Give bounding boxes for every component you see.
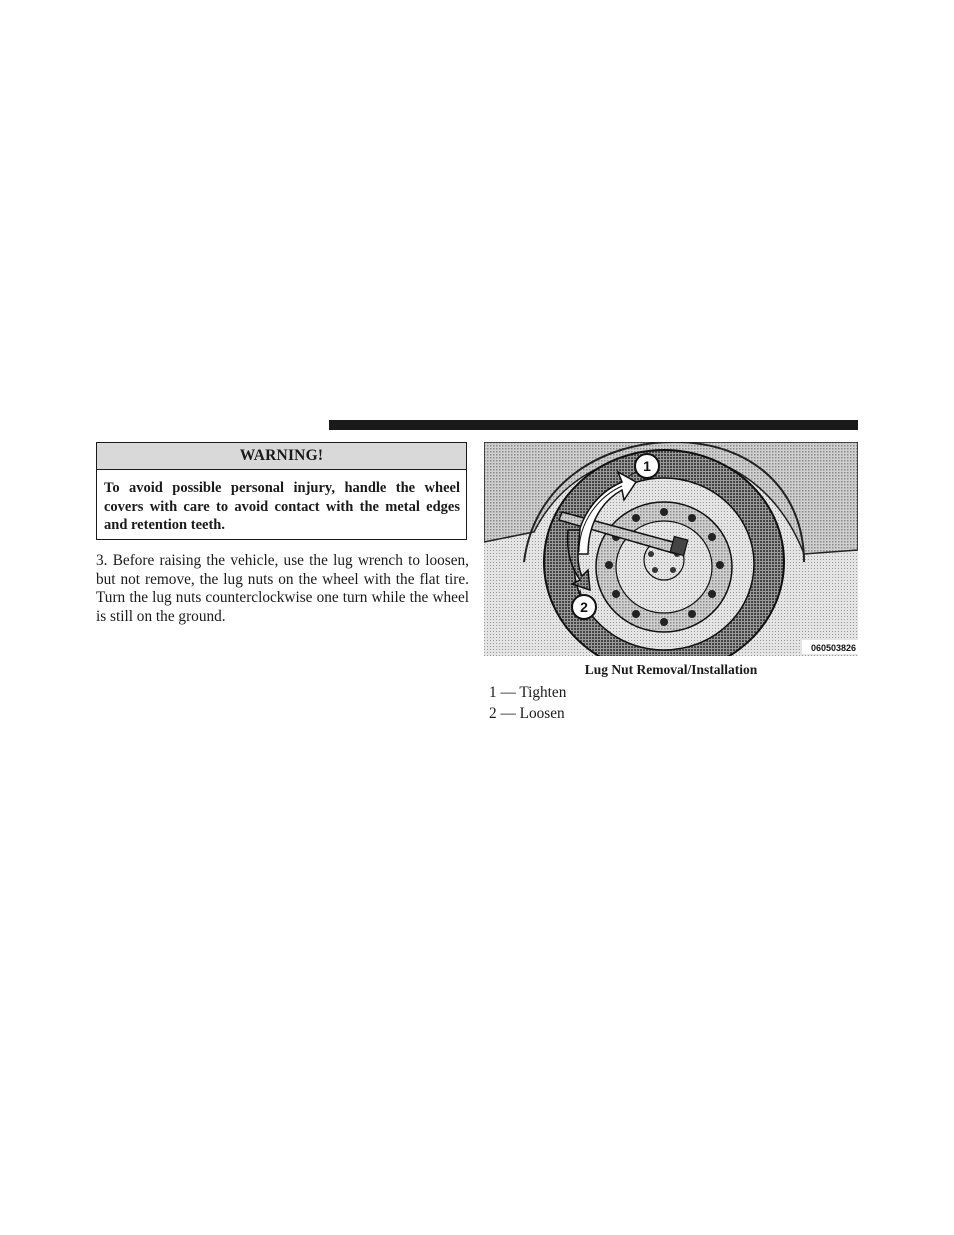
lug-nut-illustration	[484, 442, 858, 656]
figure-code: 060503826	[810, 643, 856, 653]
callout-2-label: 2	[580, 599, 588, 615]
legend-item-loosen: 2 — Loosen	[489, 705, 565, 722]
legend-item-tighten: 1 — Tighten	[489, 684, 567, 701]
warning-text: To avoid possible personal injury, handle the wheel covers with care to avoid contact with the metal edges and retention teeth.	[104, 480, 460, 533]
lug-nut-figure	[484, 442, 858, 656]
callout-1-label: 1	[643, 458, 651, 474]
figure-caption: Lug Nut Removal/Installation	[584, 662, 758, 677]
warning-box	[96, 442, 467, 540]
warning-title: WARNING!	[97, 443, 466, 470]
header-rule	[329, 420, 858, 430]
body-paragraph: 3. Before raising the vehicle, use the lug wrench to loosen, but not remove, the lug nuts on the wheel with the flat tire. Turn the lug nuts counterclockwise one turn while the wheel is still on the ground.	[96, 552, 469, 625]
